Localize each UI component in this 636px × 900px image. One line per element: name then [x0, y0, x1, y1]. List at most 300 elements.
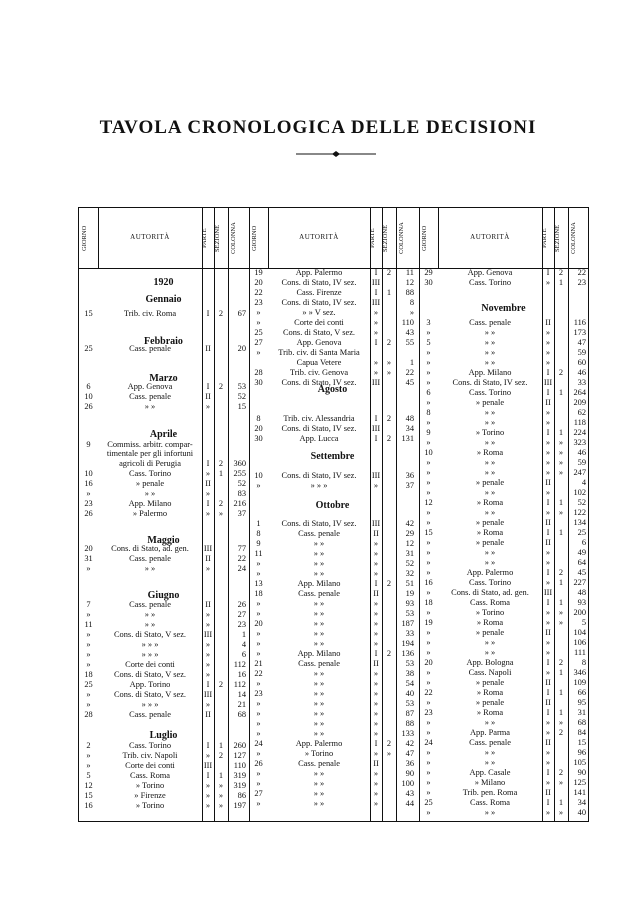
row-authority: App. Palermo: [295, 739, 343, 748]
row-parte: »: [373, 629, 379, 638]
row-day: 15: [84, 791, 93, 800]
row-authority: Capua Vetere: [296, 358, 342, 367]
row-sezione: 2: [386, 579, 392, 588]
row-colonna: 15: [577, 738, 586, 747]
row-authority: App. Milano: [468, 368, 512, 377]
row-colonna: 106: [573, 638, 586, 647]
row-authority: Cons. di Stato, IV sez.: [281, 278, 357, 287]
row-parte: II: [373, 759, 379, 768]
row-colonna: 31: [405, 549, 414, 558]
row-colonna: 34: [577, 798, 586, 807]
row-authority: Cons. di Stato, IV sez.: [452, 378, 528, 387]
row-colonna: 133: [401, 729, 414, 738]
row-authority: Cass. penale: [129, 600, 171, 609]
row-day: »: [256, 348, 261, 357]
row-colonna: 42: [405, 739, 414, 748]
row-colonna: 224: [573, 428, 586, 437]
row-day: 24: [254, 739, 263, 748]
row-day: 20: [424, 658, 433, 667]
row-colonna: 32: [405, 569, 414, 578]
row-day: »: [426, 648, 431, 657]
row-parte: »: [373, 358, 379, 367]
row-parte: »: [205, 650, 211, 659]
row-day: 30: [424, 278, 433, 287]
row-colonna: 4: [581, 478, 586, 487]
row-colonna: 1: [409, 358, 414, 367]
row-colonna: 12: [405, 278, 414, 287]
row-authority: Cons. di Stato, V sez.: [113, 630, 187, 639]
row-colonna: 36: [405, 759, 414, 768]
row-colonna: 46: [577, 368, 586, 377]
row-authority: Cons. di Stato, V sez.: [113, 690, 187, 699]
row-day: »: [86, 650, 91, 659]
row-day: 18: [254, 589, 263, 598]
row-authority: App. Palermo: [466, 568, 514, 577]
row-colonna: 60: [577, 358, 586, 367]
row-authority: » penale: [475, 518, 505, 527]
row-parte: I: [546, 768, 550, 777]
row-authority: » »: [484, 348, 496, 357]
row-parte: »: [373, 789, 379, 798]
row-authority: » »: [484, 358, 496, 367]
row-parte: »: [373, 609, 379, 618]
row-authority: Cons. di Stato, ad. gen.: [451, 588, 529, 597]
row-day: 2: [86, 741, 91, 750]
row-parte: »: [545, 578, 551, 587]
row-colonna: 20: [237, 344, 246, 353]
row-parte: I: [546, 568, 550, 577]
row-sezione: »: [558, 778, 564, 787]
row-sezione: 2: [558, 268, 564, 277]
row-colonna: 136: [401, 649, 414, 658]
row-parte: II: [205, 479, 211, 488]
row-colonna: 141: [573, 788, 586, 797]
row-day: »: [256, 779, 261, 788]
row-parte: I: [206, 499, 210, 508]
row-day: »: [256, 709, 261, 718]
row-colonna: 47: [577, 338, 586, 347]
row-authority: » » »: [141, 640, 159, 649]
row-sezione: »: [386, 749, 392, 758]
row-parte: II: [545, 538, 551, 547]
row-parte: »: [545, 748, 551, 757]
row-parte: »: [373, 699, 379, 708]
row-authority: Cass. Torino: [468, 578, 512, 587]
row-colonna: 90: [577, 768, 586, 777]
row-parte: »: [545, 648, 551, 657]
row-colonna: 45: [577, 568, 586, 577]
row-day: »: [426, 518, 431, 527]
row-authority: » »: [144, 402, 156, 411]
header-sezione: SEZIONE: [214, 224, 221, 252]
row-colonna: 173: [573, 328, 586, 337]
row-day: 19: [254, 268, 263, 277]
row-parte: »: [373, 679, 379, 688]
row-colonna: 264: [573, 388, 586, 397]
row-parte: II: [205, 600, 211, 609]
row-colonna: 131: [401, 434, 414, 443]
row-day: 23: [84, 499, 93, 508]
row-sezione: 2: [386, 268, 392, 277]
row-authority: » »: [313, 679, 325, 688]
row-colonna: 200: [573, 608, 586, 617]
row-colonna: 53: [405, 659, 414, 668]
decisions-table: [78, 207, 589, 822]
row-colonna: 109: [573, 678, 586, 687]
row-day: »: [426, 758, 431, 767]
row-day: »: [426, 588, 431, 597]
row-colonna: 23: [577, 278, 586, 287]
row-colonna: 110: [401, 318, 414, 327]
row-colonna: 122: [573, 508, 586, 517]
row-day: 30: [254, 434, 263, 443]
row-colonna: 93: [405, 599, 414, 608]
row-colonna: 125: [573, 778, 586, 787]
row-sezione: »: [558, 468, 564, 477]
row-parte: »: [545, 758, 551, 767]
row-day: »: [256, 569, 261, 578]
row-parte: »: [373, 749, 379, 758]
header-parte: PARTE: [369, 228, 376, 248]
row-colonna: 52: [237, 479, 246, 488]
row-day: 21: [254, 659, 263, 668]
row-authority: » » »: [141, 650, 159, 659]
row-authority: Cass. Torino: [128, 741, 172, 750]
header-colonna: COLONNA: [398, 222, 405, 254]
row-sezione: 2: [218, 499, 224, 508]
row-parte: I: [374, 739, 378, 748]
row-parte: »: [545, 278, 551, 287]
row-authority: » »: [484, 338, 496, 347]
row-authority: Cass. penale: [298, 659, 340, 668]
row-authority: » »: [484, 468, 496, 477]
row-day: »: [86, 489, 91, 498]
row-parte: »: [545, 808, 551, 817]
row-day: »: [86, 660, 91, 669]
page-title: TAVOLA CRONOLOGICA DELLE DECISIONI: [99, 117, 537, 138]
row-authority: Corte dei conti: [125, 660, 175, 669]
row-day: 22: [254, 669, 263, 678]
row-authority: Corte dei conti: [125, 761, 175, 770]
row-day: 9: [256, 539, 261, 548]
row-colonna: 24: [237, 564, 246, 573]
row-parte: »: [373, 569, 379, 578]
row-colonna: 37: [405, 481, 414, 490]
header-giorno: GIORNO: [421, 225, 428, 251]
row-authority: » »: [144, 610, 156, 619]
row-colonna: 216: [233, 499, 246, 508]
header-autorita: AUTORITÀ: [470, 233, 510, 241]
row-authority: » Torino: [135, 801, 165, 810]
row-day: »: [426, 778, 431, 787]
row-colonna: 47: [405, 749, 414, 758]
row-day: 24: [424, 738, 433, 747]
row-parte: I: [546, 368, 550, 377]
row-colonna: 187: [401, 619, 414, 628]
row-parte: III: [371, 471, 381, 480]
row-authority: » »: [484, 508, 496, 517]
row-day: 12: [424, 498, 433, 507]
row-day: 10: [84, 469, 93, 478]
row-parte: »: [545, 638, 551, 647]
row-day: 13: [254, 579, 263, 588]
row-authority: Cons. di Stato, ad. gen.: [111, 544, 189, 553]
row-sezione: 2: [218, 459, 224, 468]
row-colonna: 1: [241, 630, 246, 639]
row-colonna: 25: [577, 528, 586, 537]
row-day: 5: [426, 338, 431, 347]
row-parte: »: [545, 608, 551, 617]
row-parte: »: [545, 548, 551, 557]
header-colonna: COLONNA: [570, 222, 577, 254]
row-authority: » penale: [135, 479, 165, 488]
row-authority: » Roma: [476, 618, 504, 627]
row-day: 6: [86, 382, 91, 391]
row-sezione: 2: [558, 658, 564, 667]
row-day: »: [86, 640, 91, 649]
row-parte: »: [205, 781, 211, 790]
row-parte: III: [203, 761, 213, 770]
row-day: 30: [254, 378, 263, 387]
row-colonna: 134: [573, 518, 586, 527]
title-ornament: [296, 150, 376, 158]
row-parte: II: [545, 738, 551, 747]
row-parte: III: [203, 630, 213, 639]
row-authority: » »: [313, 689, 325, 698]
row-authority: Corte dei conti: [294, 318, 344, 327]
row-authority: » »: [144, 489, 156, 498]
row-colonna: 68: [237, 710, 246, 719]
row-colonna: 105: [573, 758, 586, 767]
row-day: 16: [424, 578, 433, 587]
row-parte: »: [545, 408, 551, 417]
row-day: »: [256, 639, 261, 648]
row-parte: »: [373, 328, 379, 337]
row-day: 20: [254, 619, 263, 628]
row-parte: I: [206, 382, 210, 391]
row-day: »: [426, 458, 431, 467]
row-authority: App. Torino: [129, 680, 171, 689]
header-parte: PARTE: [541, 228, 548, 248]
row-authority: » Roma: [476, 708, 504, 717]
row-parte: »: [545, 728, 551, 737]
row-authority: » penale: [475, 678, 505, 687]
row-sezione: 1: [218, 469, 224, 478]
row-sezione: 2: [386, 414, 392, 423]
row-day: »: [426, 378, 431, 387]
row-authority: » »: [313, 569, 325, 578]
row-parte: »: [205, 489, 211, 498]
row-sezione: »: [558, 608, 564, 617]
row-day: 25: [424, 798, 433, 807]
row-sezione: 1: [558, 668, 564, 677]
row-parte: »: [545, 468, 551, 477]
row-colonna: 59: [577, 348, 586, 357]
month-heading: Ottobre: [315, 500, 350, 511]
row-colonna: 112: [233, 660, 246, 669]
row-parte: III: [203, 690, 213, 699]
row-authority: App. Lucca: [299, 434, 339, 443]
row-day: 25: [254, 328, 263, 337]
row-authority: Cons. di Stato, IV sez.: [281, 298, 357, 307]
row-colonna: 37: [237, 509, 246, 518]
row-parte: »: [373, 481, 379, 490]
month-heading: Febbraio: [144, 336, 183, 347]
row-parte: I: [546, 598, 550, 607]
row-parte: III: [543, 378, 553, 387]
row-day: 25: [84, 680, 93, 689]
row-colonna: 42: [405, 519, 414, 528]
row-sezione: 1: [558, 278, 564, 287]
row-parte: II: [205, 392, 211, 401]
row-day: »: [86, 630, 91, 639]
row-day: »: [256, 679, 261, 688]
month-heading: Agosto: [317, 384, 348, 395]
row-sezione: »: [218, 791, 224, 800]
row-parte: I: [546, 528, 550, 537]
row-day: 28: [254, 368, 263, 377]
row-sezione: 2: [218, 751, 224, 760]
row-colonna: 55: [405, 338, 414, 347]
row-colonna: 116: [573, 318, 586, 327]
row-authority: App. Parma: [469, 728, 510, 737]
row-authority: » »: [484, 748, 496, 757]
row-parte: I: [546, 388, 550, 397]
row-day: »: [426, 348, 431, 357]
row-sezione: »: [386, 368, 392, 377]
row-day: »: [426, 628, 431, 637]
row-day: »: [426, 768, 431, 777]
row-day: »: [256, 318, 261, 327]
row-authority: timentale per gli infortuni: [106, 449, 194, 458]
row-authority: » penale: [475, 538, 505, 547]
row-colonna: 96: [577, 748, 586, 757]
year-heading: 1920: [153, 277, 174, 288]
row-day: »: [256, 609, 261, 618]
row-colonna: 22: [237, 554, 246, 563]
row-colonna: 52: [237, 392, 246, 401]
row-colonna: 19: [405, 589, 414, 598]
row-parte: II: [545, 678, 551, 687]
row-parte: »: [545, 458, 551, 467]
row-day: »: [426, 398, 431, 407]
row-authority: » Torino: [475, 428, 505, 437]
row-day: 25: [84, 344, 93, 353]
row-authority: » »: [484, 488, 496, 497]
row-colonna: 15: [237, 402, 246, 411]
row-colonna: 44: [405, 799, 414, 808]
row-parte: I: [206, 771, 210, 780]
row-sezione: 1: [558, 578, 564, 587]
row-day: 20: [254, 424, 263, 433]
row-parte: III: [371, 278, 381, 287]
row-parte: I: [374, 414, 378, 423]
row-parte: »: [205, 670, 211, 679]
row-parte: II: [205, 554, 211, 563]
row-parte: »: [545, 358, 551, 367]
row-authority: Cons. di Stato, IV sez.: [281, 471, 357, 480]
row-parte: I: [546, 688, 550, 697]
row-authority: agricoli di Perugia: [119, 459, 181, 468]
row-day: 23: [424, 708, 433, 717]
row-authority: » »: [313, 539, 325, 548]
row-day: »: [426, 478, 431, 487]
row-colonna: 8: [409, 298, 414, 307]
row-day: »: [426, 608, 431, 617]
row-sezione: 2: [386, 649, 392, 658]
row-colonna: 95: [577, 698, 586, 707]
row-authority: Cass. penale: [469, 738, 511, 747]
row-parte: »: [373, 639, 379, 648]
row-day: »: [426, 638, 431, 647]
row-colonna: 22: [577, 268, 586, 277]
row-authority: » »: [484, 638, 496, 647]
row-parte: »: [373, 549, 379, 558]
row-authority: » Firenze: [134, 791, 166, 800]
row-authority: » »: [484, 418, 496, 427]
row-parte: »: [545, 558, 551, 567]
row-authority: » penale: [475, 628, 505, 637]
row-day: »: [256, 769, 261, 778]
row-authority: Cass. penale: [469, 318, 511, 327]
row-sezione: »: [218, 801, 224, 810]
row-authority: Cass. penale: [129, 344, 171, 353]
row-colonna: 11: [405, 268, 414, 277]
row-colonna: 104: [573, 628, 586, 637]
header-parte: PARTE: [201, 228, 208, 248]
row-parte: »: [545, 618, 551, 627]
row-parte: »: [373, 539, 379, 548]
row-day: »: [426, 698, 431, 707]
row-parte: »: [205, 801, 211, 810]
row-authority: Trib. civ. di Santa Maria: [278, 348, 360, 357]
row-day: 27: [254, 338, 263, 347]
row-day: 23: [254, 689, 263, 698]
row-day: 10: [254, 471, 263, 480]
row-colonna: 88: [405, 288, 414, 297]
row-colonna: 31: [577, 708, 586, 717]
row-colonna: 100: [401, 779, 414, 788]
row-authority: » »: [484, 558, 496, 567]
row-authority: » Roma: [476, 528, 504, 537]
row-day: »: [426, 678, 431, 687]
row-colonna: 36: [405, 471, 414, 480]
row-authority: » »: [484, 458, 496, 467]
row-day: 1: [256, 519, 261, 528]
row-sezione: 2: [218, 382, 224, 391]
row-authority: » » »: [141, 700, 159, 709]
row-day: 15: [84, 309, 93, 318]
row-colonna: »: [409, 308, 414, 317]
row-sezione: 1: [558, 428, 564, 437]
row-colonna: 93: [577, 598, 586, 607]
row-authority: » Torino: [304, 749, 334, 758]
row-authority: » »: [144, 564, 156, 573]
row-colonna: 45: [405, 378, 414, 387]
row-authority: » »: [484, 808, 496, 817]
row-authority: » » V sez.: [302, 308, 336, 317]
row-parte: II: [373, 659, 379, 668]
row-colonna: 67: [237, 309, 246, 318]
month-heading: Novembre: [481, 303, 526, 314]
row-day: »: [256, 729, 261, 738]
row-day: 8: [256, 529, 261, 538]
row-day: »: [256, 481, 261, 490]
row-authority: » Roma: [476, 498, 504, 507]
row-colonna: 88: [405, 719, 414, 728]
row-parte: »: [545, 508, 551, 517]
row-colonna: 26: [237, 600, 246, 609]
